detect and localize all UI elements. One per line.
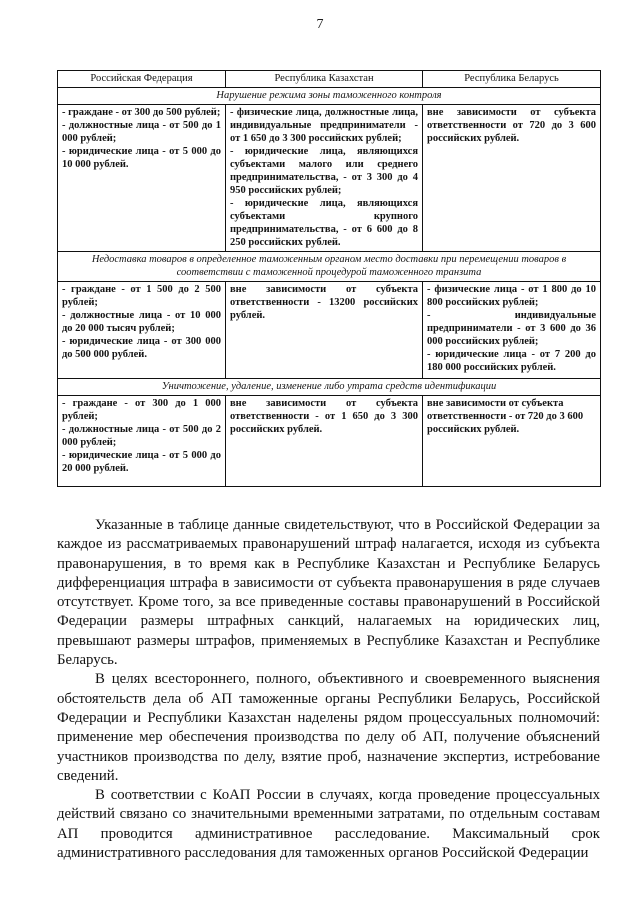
- cell-item: - юридические лица - от 300 000 до 500 000 рублей.: [62, 336, 221, 360]
- cell-item: - юридические лица, являющихся субъектами малого или среднего предпринимательства, - от 3 300 до 4 950 российских рублей;: [230, 146, 418, 196]
- body-paragraph: Указанные в таблице данные свидетельствуют, что в Российской Федерации за каждое из рассматриваемых правонарушений штраф налагается, исходя из субъекта правонарушения, в то время как в Республике Казахстан и Республике Беларусь дифференциация штрафа в зависимости от субъекта правонарушения в ряде случаев отсутствует. Кроме того, за все приведенные составы правонарушений в Российской Федерации размеры штрафных санкций, налагаемых на юридических лиц, превышают размеры штрафов, применяемых в Республике Казахстан и Республике Беларусь.: [57, 517, 600, 669]
- cell-kazakhstan-s2: [226, 282, 423, 379]
- section-title-row: [58, 252, 601, 282]
- cell-item: - граждане - от 300 до 500 рублей;: [62, 107, 221, 118]
- body-paragraph: В целях всестороннего, полного, объективного и своевременного выяснения обстоятельств дела об АП таможенные органы Республики Беларусь, Российской Федерации и Республики Казахстан наделены рядом процессуальных полномочий: применение мер обеспечения производства по делу об АП, получение объяснений участников производства по делу, взятие проб, назначение экспертиз, истребование сведений.: [57, 671, 600, 784]
- cell-item: - юридические лица, являющихся субъектами крупного предпринимательства, - от 6 600 до 8 250 российских рублей.: [230, 198, 418, 248]
- body-paragraph: В соответствии с КоАП России в случаях, когда проведение процессуальных действий связано со значительными временными затратами, по отдельным составам АП проводится административное расследование. Максимальный срок административного расследования для таможенных органов Российской Федерации: [57, 787, 600, 862]
- cell-belarus-s2: [423, 282, 601, 379]
- column-header-belarus: Республика Беларусь: [423, 71, 601, 88]
- page-number: 7: [316, 17, 324, 32]
- section-title-row: [58, 88, 601, 105]
- section-title-identification-means: Уничтожение, удаление, изменение либо утрата средств идентификации: [58, 379, 601, 396]
- cell-item: - граждане - от 1 500 до 2 500 рублей;: [62, 284, 221, 308]
- cell-russia-s1: [58, 105, 226, 252]
- cell-russia-s2: [58, 282, 226, 379]
- cell-item: - индивидуальные предприниматели - от 3 600 до 36 000 российских рублей;: [427, 310, 596, 347]
- cell-item: - юридические лица - от 5 000 до 20 000 рублей.: [62, 450, 221, 474]
- section-title-zone-violation: Нарушение режима зоны таможенного контроля: [58, 88, 601, 105]
- cell-item: - физические лица, должностные лица, индивидуальные предприниматели - от 1 650 до 3 300 российских рублей;: [230, 107, 418, 144]
- cell-item: - граждане - от 300 до 1 000 рублей;: [62, 398, 221, 422]
- cell-belarus-s3: [423, 396, 601, 487]
- cell-kazakhstan-s3: [226, 396, 423, 487]
- cell-item: - физические лица - от 1 800 до 10 800 российских рублей;: [427, 284, 596, 308]
- cell-item: вне зависимости от субъекта ответственности - от 1 650 до 3 300 российских рублей.: [230, 398, 418, 435]
- cell-item: вне зависимости от субъекта ответственности - от 720 до 3 600 российских рублей.: [427, 398, 584, 435]
- section-title-row: [58, 379, 601, 396]
- cell-kazakhstan-s1: [226, 105, 423, 252]
- cell-item: - должностные лица - от 10 000 до 20 000 тысяч рублей;: [62, 310, 221, 334]
- cell-item: - должностные лица - от 500 до 1 000 рублей;: [62, 120, 221, 144]
- cell-item: вне зависимости от субъекта ответственности от 720 до 3 600 российских рублей.: [427, 107, 596, 144]
- body-text: [57, 516, 600, 863]
- section-title-non-delivery: Недоставка товаров в определенное таможенным органом место доставки при перемещении товаров в соответствии с таможенной процедурой таможенного транзита: [58, 252, 601, 282]
- column-header-russia: Российская Федерация: [58, 71, 226, 88]
- cell-belarus-s1: [423, 105, 601, 252]
- cell-item: вне зависимости от субъекта ответственности - 13200 российских рублей.: [230, 284, 418, 321]
- cell-item: - юридические лица - от 5 000 до 10 000 рублей.: [62, 146, 221, 170]
- column-header-kazakhstan: Республика Казахстан: [226, 71, 423, 88]
- table-row: [58, 396, 601, 487]
- cell-item: - должностные лица - от 500 до 2 000 рублей;: [62, 424, 221, 448]
- table-row: [58, 105, 601, 252]
- cell-russia-s3: [58, 396, 226, 487]
- table-row: [58, 282, 601, 379]
- cell-item: - юридические лица - от 7 200 до 180 000 российских рублей.: [427, 349, 596, 373]
- table-header-row: [58, 71, 601, 88]
- fines-comparison-table: [57, 70, 601, 487]
